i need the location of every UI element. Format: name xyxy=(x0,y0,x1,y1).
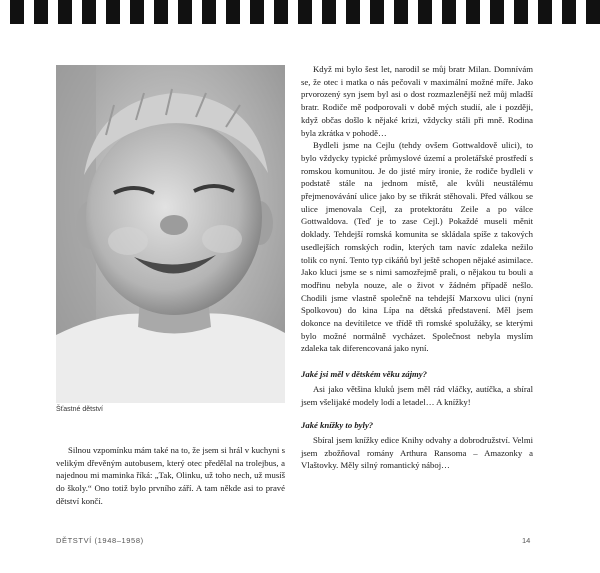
paragraph-brother: Když mi bylo šest let, narodil se můj bratr Milan. Domnívám se, že otec i matka o nás pečovali v maximální možné míře. Jako prvorozený syn jsem byl asi o dost rozmazlenější než můj mladší bratr. Rodiče mě podporovali v době mých studií, ale i později, když občas došlo k nějaké krizi, vždycky stáli při mně. Rodina byla zkrátka v pohodě… xyxy=(301,64,533,138)
question-interests: Jaké jsi měl v dětském věku zájmy? xyxy=(301,369,427,380)
running-footer-section: DĚTSTVÍ (1948–1958) xyxy=(56,536,144,545)
left-paragraph: Silnou vzpomínku mám také na to, že jsem si hrál v kuchyni s velikým dřevěným autobusem, který otec předělal na trolejbus, a najednou mi maminka říká: „Tak, Olinku, už toho nech, už musíš do školy.“ Ono totiž bylo prvního září. A tam někde asi to pravé dětství končí. xyxy=(56,445,285,506)
photo-caption: Šťastné dětství xyxy=(56,406,103,413)
paragraph-cejl: Bydleli jsme na Cejlu (tehdy ovšem Gottwaldově ulici), to bylo vždycky typické průmyslové území a proletářské prostředí s romskou komunitou. Je do jisté míry ironie, že rodiče bydleli v podstatě stále na jednom místě, ale kvůli neustálému přejmenovávání ulice jako by se třikrát stěhovali. Před válkou se ulice jmenovala Cejl, za protektorátu Zeile a po válce Gottwaldova. (Teď je to zase Cejl.) Pokaždé museli měnit doklady. Tehdejší romská komunita se skládala spíše z takových usedlejších romských rodin, kterých tam navíc zdaleka nežilo tolik co nyní. Tento typ cikáňů byl ještě schopen nějaké asimilace. Jako kluci jsme se s nimi samozřejmě prali, o nějakou tu bouli a modřinu nebyla nouze, ale o život v žádném případě nešlo. Chodili jsme vlastně společně na tehdejší Marxovu ulici (nyní Spolkovou) do kina Lípa na dětská představení. Měl jsem dokonce na devítiletce ve třídě tři romské spolužáky, se kterými bylo možné normálně vycházet. Společnost nebyla myslím zdaleka tak diferencovaná jako nyní. xyxy=(301,140,533,354)
photo-illustration xyxy=(56,65,285,403)
answer-interests: Asi jako většina kluků jsem měl rád vláčky, autíčka, a sbíral jsem všelijaké modely lodí a letadel… A knížky! xyxy=(301,383,533,407)
left-column xyxy=(56,444,285,508)
right-column xyxy=(301,63,533,472)
answer-books: Sbíral jsem knížky edice Knihy odvahy a dobrodružství. Velmi jsem zbožňoval romány Arthura Ransoma – Amazonky a Vlaštovky. Měly silný romantický náboj… xyxy=(301,434,533,471)
childhood-photo xyxy=(56,65,285,403)
page-number: 14 xyxy=(522,536,531,545)
binding-strip xyxy=(0,0,600,24)
question-books: Jaké knížky to byly? xyxy=(301,420,374,431)
